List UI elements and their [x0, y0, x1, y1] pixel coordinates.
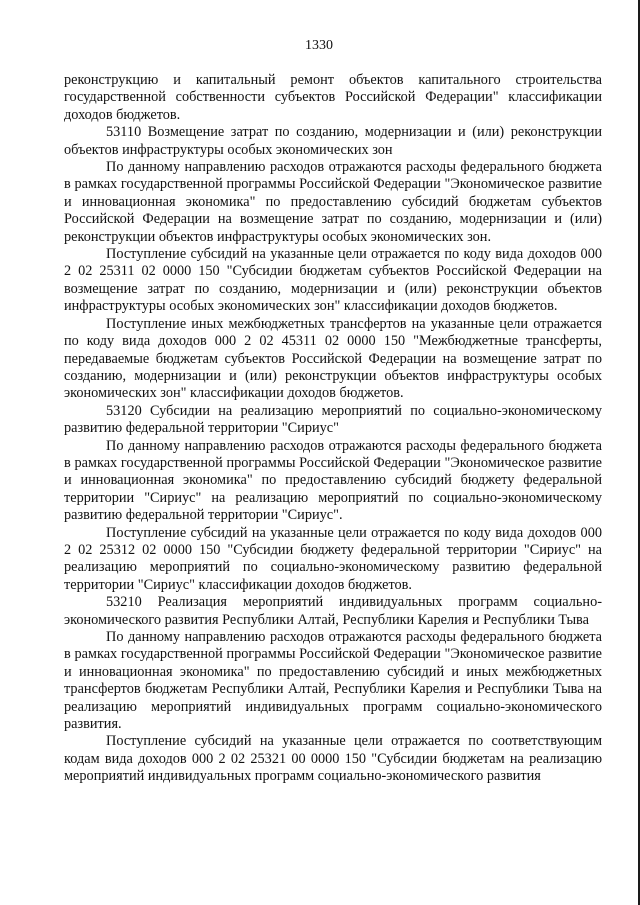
paragraph: Поступление субсидий на указанные цели отражается по соответствующим кодам вида доходов 000 2 02 25321 00 0000 150 "Субсидии бюджетам на реализацию мероприятий индивидуальных программ социально-экономического развития [64, 733, 602, 785]
page-number: 1330 [305, 38, 333, 53]
paragraph: 53210 Реализация мероприятий индивидуальных программ социально-экономического развития Республики Алтай, Республики Карелия и Республики Тыва [64, 594, 602, 628]
paragraph: 53110 Возмещение затрат по созданию, модернизации и (или) реконструкции объектов инфраструктуры особых экономических зон [64, 124, 602, 158]
paragraph: реконструкцию и капитальный ремонт объектов капитального строительства государственной собственности субъектов Российской Федерации" классификации доходов бюджетов. [64, 72, 602, 123]
paragraph: Поступление субсидий на указанные цели отражается по коду вида доходов 000 2 02 25311 02 0000 150 "Субсидии бюджетам субъектов Российской Федерации на возмещение затрат по созданию, модернизации и (или) реконструкции объектов инфраструктуры особых экономических зон" классификации доходов бюджетов. [64, 246, 602, 315]
paragraph: Поступление иных межбюджетных трансфертов на указанные цели отражается по коду вида доходов 000 2 02 45311 02 0000 150 "Межбюджетные трансферты, передаваемые бюджетам субъектов Российской Федерации на возмещение затрат по созданию, модернизации и (или) реконструкции объектов инфраструктуры особых экономических зон" классификации доходов бюджетов. [64, 315, 602, 402]
document-body [64, 72, 602, 786]
paragraph: По данному направлению расходов отражаются расходы федерального бюджета в рамках государственной программы Российской Федерации "Экономическое развитие и инновационная экономика" по предоставлению субсидий бюджету федеральной территории "Сириус" на реализацию мероприятий по социально-экономическому развитию федеральной территории "Сириус". [64, 437, 602, 524]
paragraph: Поступление субсидий на указанные цели отражается по коду вида доходов 000 2 02 25312 02 0000 150 "Субсидии бюджету федеральной территории "Сириус" на реализацию мероприятий по социально-экономическому развитию федеральной территории "Сириус" классификации доходов бюджетов. [64, 524, 602, 593]
paragraph: По данному направлению расходов отражаются расходы федерального бюджета в рамках государственной программы Российской Федерации "Экономическое развитие и инновационная экономика" по предоставлению субсидий и иных межбюджетных трансфертов бюджетам Республики Алтай, Республики Карелия и Республики Тыва на реализацию мероприятий индивидуальных программ социально-экономического развития. [64, 629, 602, 733]
paragraph: 53120 Субсидии на реализацию мероприятий по социально-экономическому развитию федеральной территории "Сириус" [64, 402, 602, 437]
paragraph: По данному направлению расходов отражаются расходы федерального бюджета в рамках государственной программы Российской Федерации "Экономическое развитие и инновационная экономика" по предоставлению субсидий бюджетам субъектов Российской Федерации на возмещение затрат по созданию, модернизации и (или) реконструкции объектов инфраструктуры особых экономических зон. [64, 159, 602, 245]
